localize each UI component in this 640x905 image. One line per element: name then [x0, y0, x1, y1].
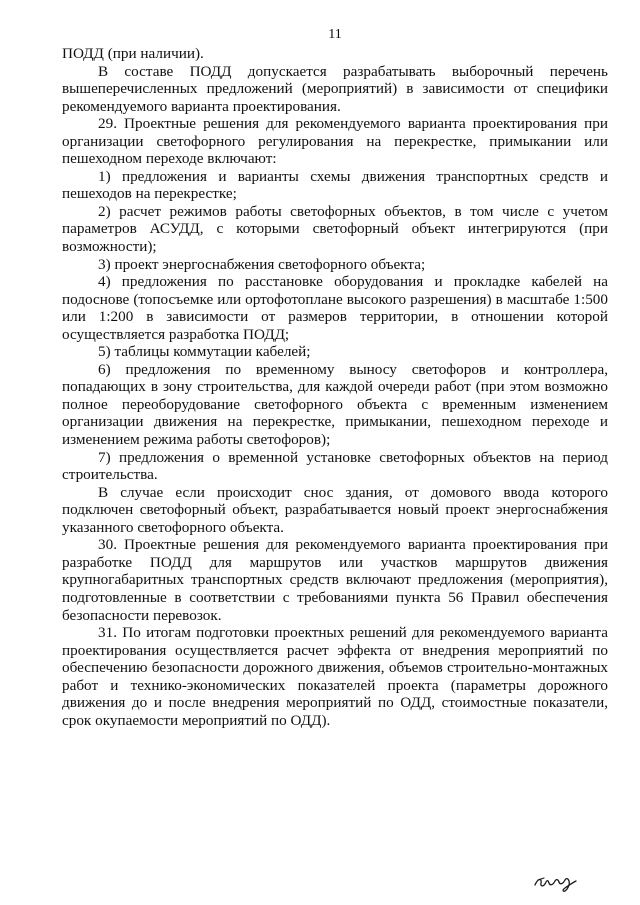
list-item-4: 4) предложения по расстановке оборудования и прокладке кабелей на подоснове (топосъемке или ортофотоплане высокого разрешения) в масштабе 1:500 или 1:200 в зависимости от размеров территории, в отношении которой осуществляется разработка ПОДД; [62, 273, 608, 343]
paragraph-item-31: 31. По итогам подготовки проектных решений для рекомендуемого варианта проектирования осуществляется расчет эффекта от внедрения мероприятий по обеспечению безопасности дорожного движения, объемов строительно-монтажных работ и технико-экономических показателей проекта (параметры дорожного движения до и после внедрения мероприятий по ОДД, стоимостные показатели, срок окупаемости мероприятий по ОДД). [62, 624, 608, 729]
list-item-1: 1) предложения и варианты схемы движения транспортных средств и пешеходов на перекрестке; [62, 167, 608, 203]
list-item-2: 2) расчет режимов работы светофорных объектов, в том числе с учетом параметров АСУДД, с которыми светофорный объект интегрируются (при возможности); [62, 202, 608, 256]
paragraph-selective-list: В составе ПОДД допускается разрабатывать выборочный перечень вышеперечисленных предложений (мероприятий) в зависимости от специфики рекомендуемого варианта проектирования. [62, 62, 608, 115]
signature-initials [532, 869, 580, 893]
list-item-5: 5) таблицы коммутации кабелей; [98, 343, 311, 361]
list-item-6: 6) предложения по временному выносу светофоров и контроллера, попадающих в зону строительства, для каждой очереди работ (при этом возможно полное переоборудование светофорного объекта с временным изменением организации движения на перекрестке, примыкании, пешеходном переходе и изменением режима работы светофоров); [62, 360, 608, 449]
paragraph-continuation: ПОДД (при наличии). [62, 45, 204, 62]
list-item-7: 7) предложения о временной установке светофорных объектов на период строительства. [62, 448, 608, 484]
list-item-3: 3) проект энергоснабжения светофорного объекта; [98, 255, 426, 273]
page-number: 11 [328, 27, 342, 42]
paragraph-item-30: 30. Проектные решения для рекомендуемого варианта проектирования при разработке ПОДД для маршрутов или участков маршрутов движения крупногабаритных транспортных средств включают предложения (мероприятия), подготовленные в соответствии с требованиями пункта 56 Правил обеспечения безопасности перевозок. [62, 536, 608, 624]
paragraph-item-29: 29. Проектные решения для рекомендуемого варианта проектирования при организации светофорного регулирования на перекрестке, примыкании или пешеходном переходе включают: [62, 115, 608, 168]
paragraph-demolition: В случае если происходит снос здания, от домового ввода которого подключен светофорный объект, разрабатывается новый проект энергоснабжения указанного светофорного объекта. [62, 483, 608, 536]
document-body [62, 45, 608, 729]
